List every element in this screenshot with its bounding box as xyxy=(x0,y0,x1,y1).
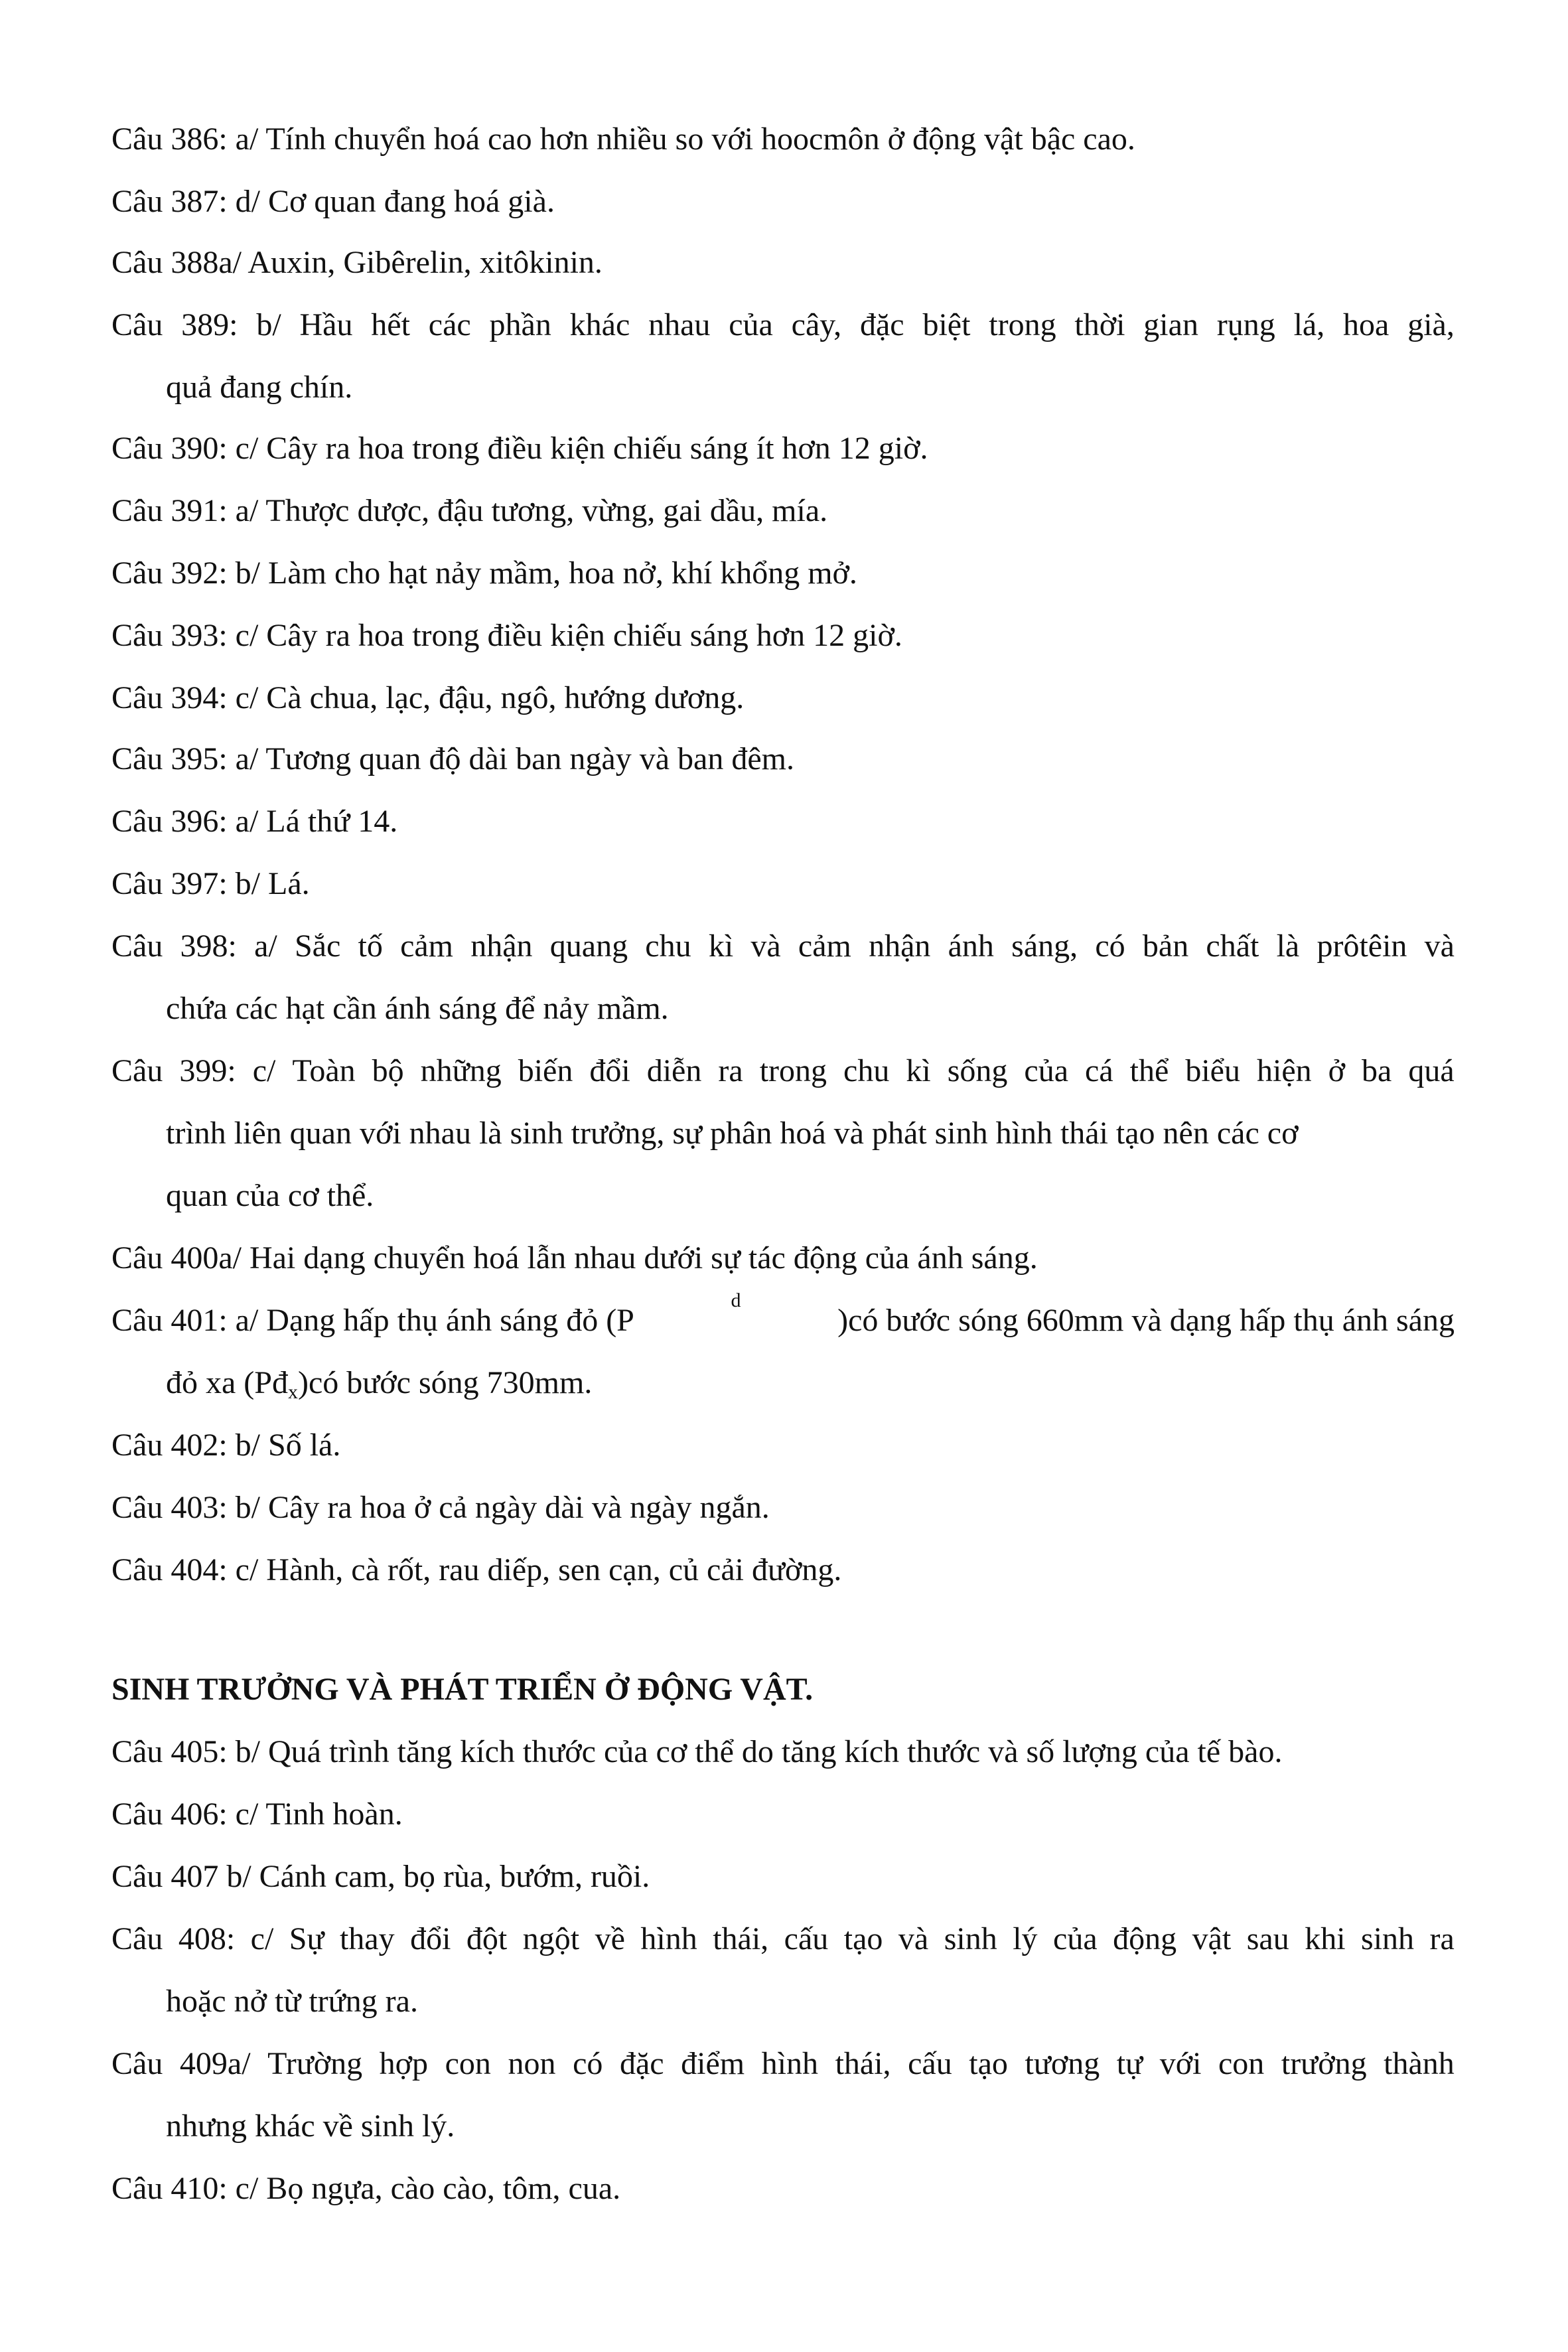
word: sau xyxy=(1246,1921,1289,1956)
word: 408: xyxy=(178,1921,236,1956)
word: rụng xyxy=(1216,307,1275,342)
answer-line: Câu 395: a/ Tương quan độ dài ban ngày và ban đêm. xyxy=(111,741,794,776)
word: Trường xyxy=(267,2046,363,2081)
word: Sự xyxy=(289,1921,324,1956)
word: kì xyxy=(708,928,734,964)
subscript: x xyxy=(287,1381,298,1403)
answer-line: Câu 402: b/ Số lá. xyxy=(111,1428,341,1463)
word: quang xyxy=(549,928,628,964)
answer-line: Câu 400a/ Hai dạng chuyển hoá lẫn nhau dưới sự tác động của ánh sáng. xyxy=(111,1240,1038,1276)
word: ánh xyxy=(948,928,994,964)
word: Câu xyxy=(111,928,163,964)
answer-line: Câu 406: c/ Tinh hoàn. xyxy=(111,1797,403,1832)
word: 398: xyxy=(180,928,237,964)
word: về xyxy=(595,1921,625,1956)
answer-line xyxy=(111,1919,1455,1959)
word: phần xyxy=(489,307,551,342)
word: quá xyxy=(1408,1053,1455,1088)
word: Sắc xyxy=(294,928,341,964)
word: Câu xyxy=(111,2046,163,2081)
word: của xyxy=(1053,1921,1098,1956)
word: thái, xyxy=(835,2046,891,2081)
word: con xyxy=(445,2046,491,2081)
answer-line: Câu 390: c/ Cây ra hoa trong điều kiện chiếu sáng ít hơn 12 giờ. xyxy=(111,431,928,466)
word: khi xyxy=(1305,1921,1346,1956)
word: tố xyxy=(358,928,383,964)
word: biến xyxy=(518,1053,573,1088)
answer-line: Câu 404: c/ Hành, cà rốt, rau diếp, sen cạn, củ cải đường. xyxy=(111,1552,842,1587)
word: 409a/ xyxy=(179,2046,251,2081)
word: trong xyxy=(989,307,1056,342)
word: sống xyxy=(947,1053,1008,1088)
word: và xyxy=(750,928,781,964)
word: bộ xyxy=(372,1053,404,1088)
word: vật xyxy=(1192,1921,1232,1956)
answer-line xyxy=(111,926,1455,966)
word: Câu xyxy=(111,307,163,342)
word: lá, xyxy=(1293,307,1325,342)
answer-line: Câu 396: a/ Lá thứ 14. xyxy=(111,804,398,839)
answer-line-part: đỏ xa (Pđ xyxy=(166,1365,288,1400)
word: cấu xyxy=(908,2046,952,2081)
word: những xyxy=(420,1053,502,1088)
answer-line: Câu 393: c/ Cây ra hoa trong điều kiện chiếu sáng hơn 12 giờ. xyxy=(111,618,902,653)
word: có xyxy=(573,2046,603,2081)
word: sinh xyxy=(944,1921,997,1956)
word: già, xyxy=(1407,307,1455,342)
word: đổi xyxy=(410,1921,451,1956)
word: ra xyxy=(1429,1921,1455,1956)
word: hình xyxy=(640,1921,697,1956)
word: prôtêin xyxy=(1317,928,1407,964)
word: chu xyxy=(843,1053,890,1088)
word: chu xyxy=(645,928,691,964)
answer-line-continuation: chứa các hạt cần ánh sáng để nảy mầm. xyxy=(166,991,669,1026)
section-heading: SINH TRƯỞNG VÀ PHÁT TRIỂN Ở ĐỘNG VẬT. xyxy=(111,1672,814,1707)
answer-line xyxy=(111,1051,1455,1091)
word: cảm xyxy=(400,928,454,964)
word: đặc xyxy=(619,2046,664,2081)
word: Câu xyxy=(111,1053,163,1088)
answer-line-part: )có bước sóng 660mm và dạng hấp thụ ánh sáng xyxy=(837,1303,1455,1338)
word: là xyxy=(1276,928,1300,964)
word: khác xyxy=(569,307,630,342)
word: nhau xyxy=(648,307,711,342)
word: b/ xyxy=(256,307,281,342)
word: Hầu xyxy=(299,307,353,342)
word: hình xyxy=(761,2046,818,2081)
answer-line: Câu 394: c/ Cà chua, lạc, đậu, ngô, hướng dương. xyxy=(111,680,745,715)
word: tự xyxy=(1116,2046,1143,2081)
word: nhận xyxy=(869,928,931,964)
word: tương xyxy=(1025,2046,1100,2081)
word: biểu xyxy=(1185,1053,1240,1088)
word: của xyxy=(1024,1053,1069,1088)
answer-line-continuation: quả đang chín. xyxy=(166,370,353,405)
answer-line: Câu 410: c/ Bọ ngựa, cào cào, tôm, cua. xyxy=(111,2171,621,2206)
word: và xyxy=(1424,928,1455,964)
answer-line: Câu 407 b/ Cánh cam, bọ rùa, bướm, ruồi. xyxy=(111,1859,650,1894)
word: cây, xyxy=(791,307,842,342)
word: 399: xyxy=(179,1053,236,1088)
word: của xyxy=(729,307,773,342)
word: a/ xyxy=(254,928,277,964)
word: cảm xyxy=(798,928,851,964)
subscript: d xyxy=(731,1289,741,1311)
word: hết xyxy=(371,307,410,342)
answer-line-part: Câu 401: a/ Dạng hấp thụ ánh sáng đỏ (P xyxy=(111,1303,634,1338)
word: ra xyxy=(718,1053,743,1088)
answer-line: Câu 391: a/ Thược dược, đậu tương, vừng, gai dầu, mía. xyxy=(111,493,828,528)
word: con xyxy=(1218,2046,1265,2081)
word: với xyxy=(1159,2046,1202,2081)
word: đột xyxy=(466,1921,508,1956)
answer-line xyxy=(111,305,1455,345)
word: đổi xyxy=(589,1053,630,1088)
word: 389: xyxy=(181,307,238,342)
answer-line: Câu 405: b/ Quá trình tăng kích thước của cơ thể do tăng kích thước và số lượng của tế bào. xyxy=(111,1734,1283,1769)
answer-line: Câu 386: a/ Tính chuyển hoá cao hơn nhiều so với hoocmôn ở động vật bậc cao. xyxy=(111,121,1135,157)
word: Câu xyxy=(111,1921,163,1956)
word: biệt xyxy=(922,307,971,342)
word: đặc xyxy=(860,307,904,342)
word: hiện xyxy=(1256,1053,1312,1088)
answer-line: Câu 392: b/ Làm cho hạt nảy mầm, hoa nở, khí khổng mở. xyxy=(111,555,857,591)
answer-line: Câu 388a/ Auxin, Gibêrelin, xitôkinin. xyxy=(111,245,603,280)
word: động xyxy=(1113,1921,1177,1956)
answer-line: Câu 387: d/ Cơ quan đang hoá già. xyxy=(111,184,555,219)
word: thành xyxy=(1384,2046,1455,2081)
answer-line-part: )có bước sóng 730mm. xyxy=(297,1365,593,1400)
word: ba xyxy=(1362,1053,1392,1088)
word: gian xyxy=(1143,307,1198,342)
word: ở xyxy=(1328,1053,1346,1088)
word: non xyxy=(508,2046,556,2081)
answer-line-continuation: hoặc nở từ trứng ra. xyxy=(166,1984,418,2019)
word: c/ xyxy=(250,1921,274,1956)
answer-line-continuation: quan của cơ thể. xyxy=(166,1178,374,1213)
word: cấu xyxy=(784,1921,829,1956)
answer-line-continuation xyxy=(166,1363,592,1403)
word: thể xyxy=(1129,1053,1169,1088)
word: bản xyxy=(1142,928,1189,964)
answer-line: Câu 397: b/ Lá. xyxy=(111,866,310,901)
word: điểm xyxy=(681,2046,745,2081)
word: và xyxy=(898,1921,929,1956)
word: ngột xyxy=(522,1921,580,1956)
word: c/ xyxy=(252,1053,276,1088)
answer-line-continuation: nhưng khác về sinh lý. xyxy=(166,2108,455,2144)
word: kì xyxy=(906,1053,931,1088)
word: trong xyxy=(759,1053,827,1088)
word: chất xyxy=(1206,928,1259,964)
word: diễn xyxy=(646,1053,702,1088)
answer-line-continuation: trình liên quan với nhau là sinh trưởng, sự phân hoá và phát sinh hình thái tạo nên các cơ xyxy=(166,1116,1299,1151)
word: hoa xyxy=(1343,307,1390,342)
word: các xyxy=(428,307,471,342)
word: tạo xyxy=(843,1921,883,1956)
word: Toàn xyxy=(292,1053,356,1088)
word: thời xyxy=(1074,307,1125,342)
word: thái, xyxy=(713,1921,769,1956)
word: tạo xyxy=(969,2046,1008,2081)
word: sáng, xyxy=(1011,928,1078,964)
word: sinh xyxy=(1361,1921,1415,1956)
answer-line: Câu 403: b/ Cây ra hoa ở cả ngày dài và ngày ngắn. xyxy=(111,1490,770,1525)
word: hợp xyxy=(379,2046,429,2081)
answer-line xyxy=(111,2044,1455,2084)
word: thay xyxy=(339,1921,395,1956)
answer-line xyxy=(111,1289,1455,1341)
word: lý xyxy=(1013,1921,1038,1956)
word: trưởng xyxy=(1281,2046,1367,2081)
word: cá xyxy=(1085,1053,1113,1088)
word: nhận xyxy=(470,928,533,964)
word: có xyxy=(1095,928,1125,964)
